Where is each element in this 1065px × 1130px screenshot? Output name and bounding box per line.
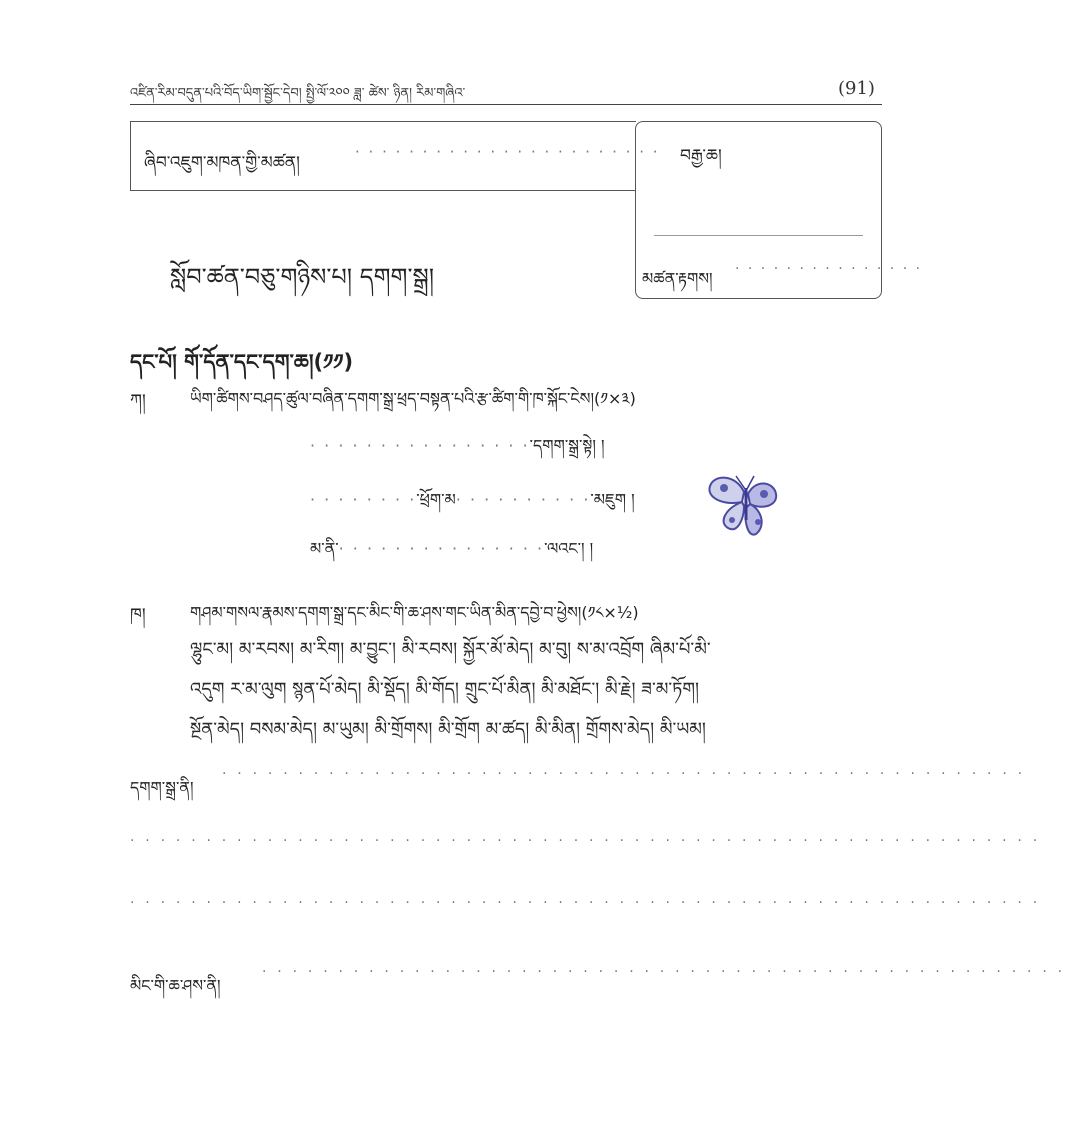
fill-line-3-start: མ་ནི་ [310, 539, 339, 558]
blank-3[interactable]: · · · · · · · · · · [455, 490, 591, 509]
fill-line-1 [310, 428, 605, 473]
fill-line-1-end: ་དགག་སྒྲ་སྟེ། ། [529, 436, 605, 455]
negation-answer-label: དགག་སྒྲ་ནི། [130, 778, 194, 797]
score-entry-line[interactable] [654, 235, 863, 236]
fill-line-3-end: ་ལའང་། ། [544, 539, 594, 558]
negation-answer-line-1[interactable]: · · · · · · · · · · · · · · · · · · · · · · · · · · · · · · · · · · · · · · · · · · · · · · · · · · · · · [222, 766, 1026, 782]
header-divider [130, 104, 882, 105]
blank-4[interactable]: · · · · · · · · · · · · · · · [338, 539, 545, 558]
fill-line-2-mid: ་ཕྲོག་མ [416, 490, 456, 509]
fill-line-2-end: ་མཇུག ། [590, 490, 635, 509]
butterfly-icon [704, 470, 786, 540]
blank-1[interactable]: · · · · · · · · · · · · · · · · [310, 436, 530, 455]
negation-answer-line-2[interactable]: · · · · · · · · · · · · · · · · · · · · · · · · · · · · · · · · · · · · · · · · · · · · · · · · · · · · · · · · · · · · [130, 833, 1041, 849]
name-part-answer-line[interactable]: · · · · · · · · · · · · · · · · · · · · · · · · · · · · · · · · · · · · · · · · · · · · · · · · · · · · · [262, 964, 1065, 980]
score-label: བརྒྱ་ཆ། [680, 146, 722, 166]
question-1-instruction: ཡིག་ཚིགས་བཤད་ཚུལ་བཞིན་དགག་སྒྲ་ཕྲད་བསྟན་པའི་རྩ་ཚིག་གི་ཁ་སྐོང་ངེས།(༡×༣) [190, 389, 636, 408]
word-list-line-1: ལྷུང་མ། མ་རབས། མ་རིག། མ་བྱུང་། མི་རབས། སྐྱོར་མོ་མེད། མ་བུ། ས་མ་འབྲོག ཞིམ་པོ་མི་ [190, 639, 711, 660]
examiner-name-label: ཞིབ་འཇུག་མཁན་གྱི་མཚན། [144, 153, 300, 173]
word-list-line-3: སྔོན་མེད། བསམ་མེད། མ་ཡུམ། མི་གྲོགས། མི་གྲོག མ་ཚད། མི་མིན། གྲོགས་མེད། མི་ཡམ། [190, 719, 706, 740]
butterfly-illustration [704, 470, 786, 540]
name-part-answer-label: མིང་གི་ཆ་ཤས་ནི། [130, 976, 221, 995]
negation-answer-line-3[interactable]: · · · · · · · · · · · · · · · · · · · · · · · · · · · · · · · · · · · · · · · · · · · · · · · · · · · · · · · · · · · · [130, 895, 1041, 911]
question-1-number: ཀ། [130, 391, 146, 411]
blank-2[interactable]: · · · · · · · · [310, 490, 417, 509]
word-list-line-2: འདུག ར་མ་ལུག སྙན་པོ་མེད། མི་སྡོད། མི་གོད། གྲུང་པོ་མིན། མི་མཐོང་། མི་རྗེ། ཟ་མ་ཏོག། [190, 679, 700, 700]
question-2-number: ཁ། [130, 605, 146, 625]
lesson-title: སློབ་ཚན་བཅུ་གཉིས་པ། དགག་སྒྲ། [170, 263, 435, 291]
fill-line-3 [310, 531, 593, 576]
page-number: (91) [838, 78, 875, 99]
signature-field[interactable]: · · · · · · · · · · · · · · · [735, 261, 923, 277]
signature-label: མཚན་རྟགས། [642, 269, 713, 288]
question-2-instruction: གཤམ་གསལ་རྣམས་དགག་སྒྲ་དང་མིང་གི་ཆ་ཤས་གང་ཡིན་མིན་དབྱེ་བ་ཕྱེས།(༡༨×½) [190, 603, 639, 622]
fill-line-2 [310, 482, 635, 527]
section-title: དང་པོ། གོ་དོན་དང་དག་ཆ།(༡༡) [130, 350, 354, 374]
running-header: འཛིན་རིམ་བདུན་པའི་བོད་ཡིག་སྦྱོང་དེབ། སྤྱི་ལོ་༢༠༠ ཟླ་ ཚེས་ ཉིན། རིམ་གཞིའ་ [130, 86, 466, 101]
examiner-name-field[interactable]: · · · · · · · · · · · · · · · · · · · · · · · [355, 143, 660, 161]
